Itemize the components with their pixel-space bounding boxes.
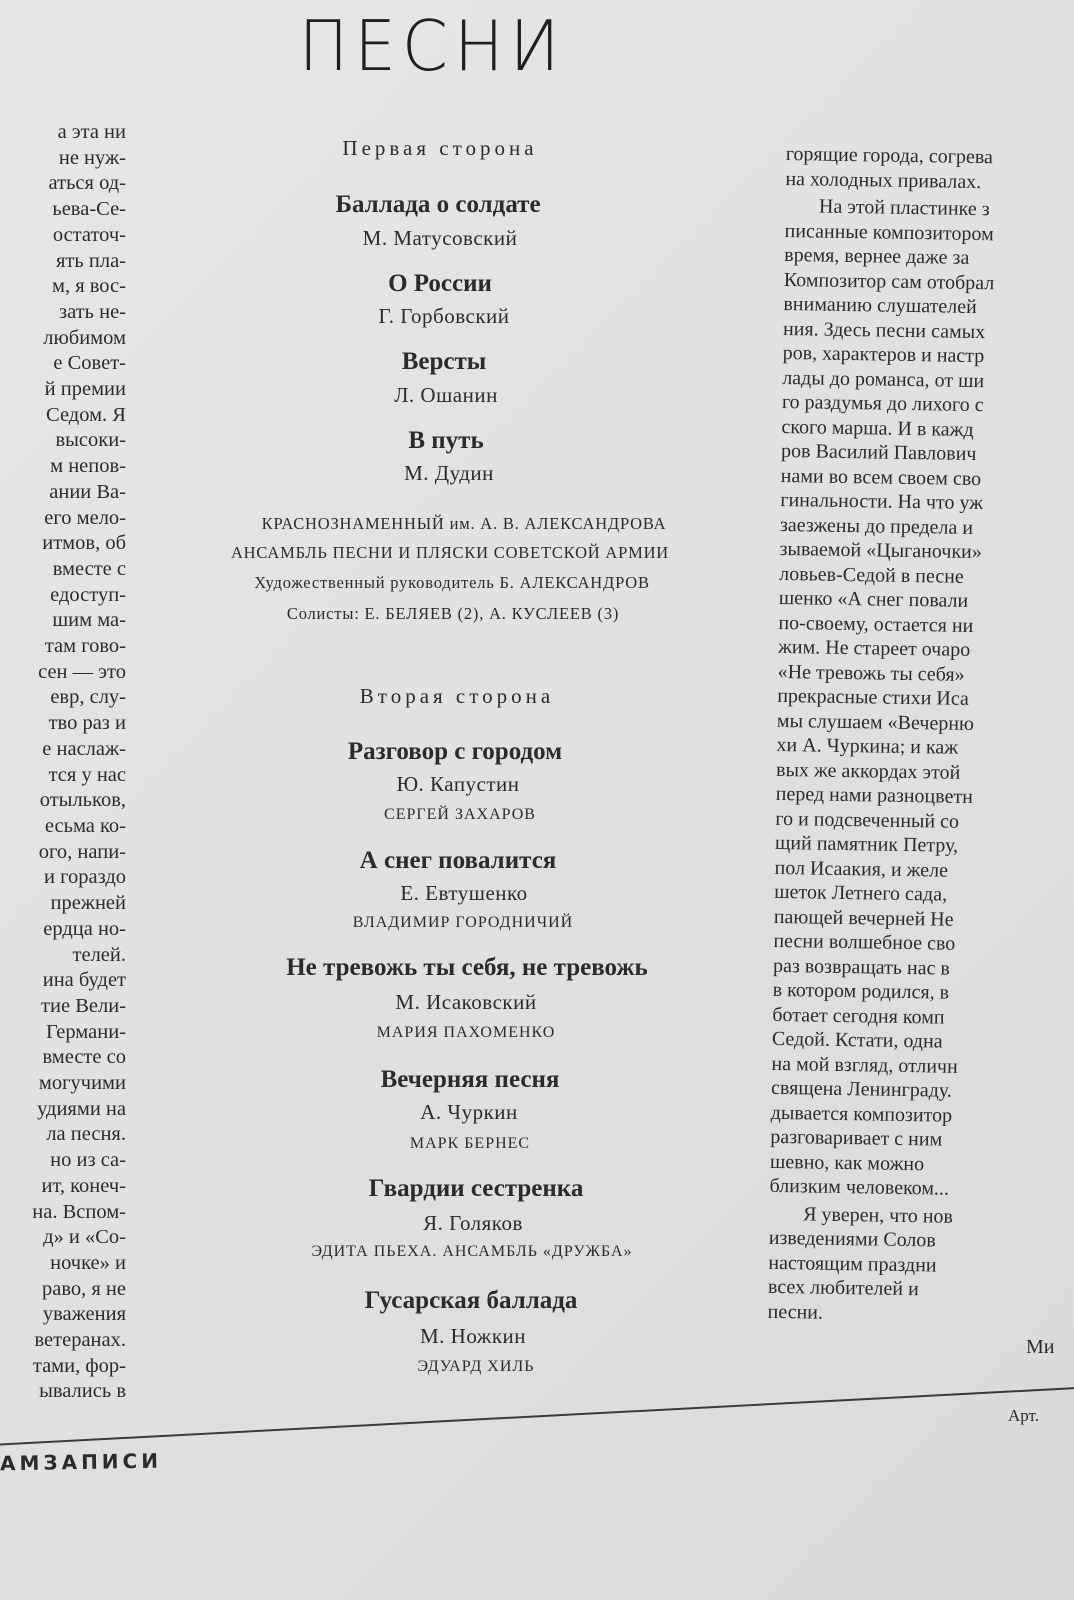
song-singer: ЭДУАРД ХИЛЬ: [417, 1358, 535, 1375]
text-line: [0, 1328, 126, 1354]
text-line: [0, 274, 126, 300]
text-line: [0, 1225, 126, 1251]
text-line: настоящим праздни: [768, 1251, 937, 1277]
text-line: [0, 1379, 126, 1405]
text-line: [0, 1302, 126, 1328]
song-author: М. Ножкин: [419, 1324, 527, 1348]
text-line-content: шим ма-: [52, 609, 126, 632]
song-author: М. Матусовский: [362, 226, 518, 250]
text-line: [0, 1020, 126, 1046]
text-line-content: ла песня.: [46, 1123, 126, 1146]
text-line: [0, 711, 126, 737]
text-line: нами во всем своем сво: [780, 464, 982, 490]
text-line: [0, 223, 126, 249]
text-line: [0, 249, 126, 275]
text-line: [0, 403, 126, 429]
text-line: го и подсвеченный со: [775, 807, 960, 833]
ensemble-line: КРАСНОЗНАМЕННЫЙ им. А. В. АЛЕКСАНДРОВА: [261, 514, 667, 533]
footer-label: АМЗАПИСИ: [0, 1448, 163, 1476]
text-line: [0, 146, 126, 172]
text-line: ботает сегодня комп: [772, 1003, 945, 1029]
text-line-content: ьева-Се-: [52, 198, 126, 221]
text-line: [0, 480, 126, 506]
text-line: [0, 300, 126, 326]
text-line: [0, 634, 126, 660]
text-line: хи А. Чуркина; и каж: [776, 733, 959, 759]
song-title: Не тревожь ты себя, не тревожь: [286, 954, 648, 981]
text-line-content: но из са-: [50, 1149, 126, 1172]
text-line: мы слушаем «Вечерню: [776, 709, 975, 735]
side-one-heading: Первая сторона: [342, 136, 538, 160]
text-line-content: прежней: [50, 892, 126, 915]
text-line-content: ого, напи-: [38, 840, 126, 863]
text-line: вых же аккордах этой: [775, 758, 961, 784]
text-line-content: аться од-: [48, 172, 126, 195]
text-line-content: на. Вспом-: [32, 1200, 126, 1223]
paragraph: [767, 1201, 1069, 1328]
text-line: [0, 1148, 126, 1174]
text-line-content: тие Вели-: [41, 994, 126, 1017]
text-line-content: есьма ко-: [44, 814, 126, 837]
text-line: перед нами разноцветн: [775, 782, 974, 809]
text-line: го раздумья до лихого с: [781, 390, 984, 417]
text-line: лады до романса, от ши: [782, 366, 985, 392]
text-line: на мой взгляд, отличн: [771, 1052, 958, 1078]
text-line: гинальности. На что уж: [780, 488, 984, 515]
text-line: [0, 994, 126, 1020]
text-line: время, вернее даже за: [784, 243, 970, 269]
text-line: [0, 943, 126, 969]
text-line-content: уважения: [42, 1303, 126, 1326]
text-line: Я уверен, что нов: [802, 1202, 954, 1228]
text-line: [0, 1174, 126, 1200]
text-line-content: вместе с: [52, 557, 126, 580]
text-line: щий памятник Петру,: [774, 831, 959, 857]
text-line: ловьев-Седой в песне: [779, 562, 964, 588]
text-line: [0, 1122, 126, 1148]
paragraph: [785, 142, 1074, 196]
song-title: Разговор с городом: [347, 738, 563, 765]
text-line: [0, 840, 126, 866]
side-two-heading: Вторая сторона: [359, 684, 555, 708]
text-line-content: а эта ни: [57, 121, 126, 143]
text-line: [0, 326, 126, 352]
text-line-content: м, я вос-: [51, 275, 126, 298]
text-line: заезжены до предела и: [779, 513, 974, 539]
text-line: ров, характеров и настр: [782, 341, 985, 368]
text-line-content: ветеранах.: [34, 1329, 126, 1352]
text-line: зываемой «Цыганочки»: [779, 537, 983, 564]
song-singer: СЕРГЕЙ ЗАХАРОВ: [384, 806, 536, 823]
text-line: шевно, как можно: [769, 1150, 925, 1175]
song-author: Г. Горбовский: [378, 304, 510, 328]
song-title: Гвардии сестренка: [368, 1175, 584, 1202]
text-line-content: тво раз и: [48, 712, 126, 735]
text-line: писанные композитором: [784, 219, 994, 245]
song-title: Вечерняя песня: [380, 1066, 560, 1093]
song-title: Баллада о солдате: [335, 191, 541, 218]
text-line: [0, 120, 126, 146]
text-line: шеток Летнего сада,: [774, 880, 948, 906]
text-line-content: евр, слу-: [50, 686, 126, 709]
text-line: всех любителей и: [767, 1275, 919, 1301]
text-line: разговаривает с ним: [770, 1125, 943, 1151]
text-line-content: остаточ-: [52, 223, 126, 246]
text-line: по-своему, остается ни: [778, 611, 974, 637]
song-author: М. Дудин: [404, 461, 494, 485]
text-line: раз возвращать нас в: [772, 954, 951, 980]
text-line: [0, 197, 126, 223]
text-line-content: ывались в: [39, 1380, 126, 1403]
song-author: А. Чуркин: [420, 1100, 518, 1124]
song-singer: МАРИЯ ПАХОМЕНКО: [376, 1024, 556, 1041]
text-line-content: ина будет: [42, 969, 126, 992]
text-line-content: любимом: [43, 326, 126, 349]
text-line: [0, 763, 126, 789]
text-line: [0, 968, 126, 994]
song-author: Л. Ошанин: [394, 383, 498, 407]
text-line-content: Седом. Я: [46, 403, 126, 426]
text-line-content: вместе со: [42, 1046, 126, 1069]
text-line: [0, 1071, 126, 1097]
text-line-content: раво, я не: [41, 1277, 126, 1300]
text-line: пающей вечерней Не: [773, 905, 954, 931]
text-line: [0, 608, 126, 634]
text-line: [0, 377, 126, 403]
song-author: Ю. Капустин: [396, 772, 520, 796]
text-line: [0, 1251, 126, 1277]
song-author: М. Исаковский: [395, 990, 537, 1014]
ensemble-line: Художественный руководитель Б. АЛЕКСАНДРОВ: [254, 573, 650, 592]
text-line: [0, 891, 126, 917]
text-line: шенко «А снег повали: [778, 586, 969, 612]
song-singer: ЭДИТА ПЬЕХА. АНСАМБЛЬ «ДРУЖБА»: [311, 1243, 633, 1260]
song-singer: МАРК БЕРНЕС: [409, 1135, 531, 1152]
text-line-content: ердца но-: [43, 917, 126, 940]
text-line-content: высоки-: [55, 429, 126, 452]
text-line-content: е Совет-: [53, 352, 126, 375]
text-line-content: не нуж-: [58, 146, 126, 169]
text-line: близким человеком...: [769, 1174, 950, 1200]
text-line-content: д» и «Со-: [43, 1226, 126, 1249]
text-line: [0, 506, 126, 532]
text-line: [0, 428, 126, 454]
text-line-content: отыльков,: [39, 789, 126, 812]
text-line: [0, 865, 126, 891]
song-title: А снег повалится: [359, 847, 557, 874]
text-line: Седой. Кстати, одна: [771, 1027, 943, 1053]
text-line-content: Германи-: [45, 1020, 126, 1043]
text-line: [0, 814, 126, 840]
text-line: пол Исаакия, и желе: [774, 856, 949, 882]
text-line: [0, 788, 126, 814]
text-line: на холодных привалах.: [785, 167, 982, 193]
ensemble-line: АНСАМБЛЬ ПЕСНИ И ПЛЯСКИ СОВЕТСКОЙ АРМИИ: [230, 543, 670, 562]
song-title: В путь: [408, 427, 484, 454]
text-line: [0, 171, 126, 197]
song-title: О России: [388, 270, 492, 297]
song-author: Я. Голяков: [423, 1211, 523, 1235]
text-line: [0, 1354, 126, 1380]
text-line-content: ночке» и: [50, 1251, 126, 1274]
text-line: священа Ленинграду.: [770, 1076, 953, 1102]
text-line-content: там гово-: [44, 635, 126, 658]
ensemble-line: Солисты: Е. БЕЛЯЕВ (2), А. КУСЛЕЕВ (3): [286, 604, 620, 623]
text-line: [0, 1277, 126, 1303]
right-text-column: [767, 142, 1074, 1329]
text-line: вниманию слушателей: [783, 292, 977, 319]
text-line: [0, 1045, 126, 1071]
text-line-content: удиями на: [37, 1097, 126, 1120]
text-line: [0, 660, 126, 686]
bottom-rule: [0, 1386, 1074, 1446]
text-line-content: и гораздо: [44, 866, 126, 889]
text-line-content: телей.: [72, 943, 126, 966]
text-line-content: ит, конеч-: [41, 1174, 126, 1197]
text-line-content: м непов-: [50, 455, 126, 478]
text-line-content: ании Ва-: [49, 480, 126, 503]
text-line: песни.: [767, 1300, 824, 1324]
text-line: [0, 1200, 126, 1226]
text-line-content: тся у нас: [48, 763, 126, 786]
text-line: песни волшебное сво: [773, 929, 956, 955]
text-line: ния. Здесь песни самых: [782, 317, 986, 343]
text-line: [0, 531, 126, 557]
text-line-content: е наслаж-: [42, 737, 126, 760]
song-author: Е. Евтушенко: [400, 881, 528, 905]
paragraph: [769, 194, 1074, 1203]
text-line: [0, 1097, 126, 1123]
text-line: ского марша. И в кажд: [781, 415, 974, 441]
song-singer: ВЛАДИМИР ГОРОДНИЧИЙ: [352, 914, 574, 931]
text-line-content: едоступ-: [50, 583, 126, 606]
text-line: [0, 351, 126, 377]
text-line: «Не тревожь ты себя»: [777, 660, 965, 686]
text-line-content: зать не-: [59, 300, 126, 323]
text-line-content: сен — это: [38, 660, 126, 683]
left-text-column: [0, 120, 126, 1405]
text-line: На этой пластинке з: [818, 195, 990, 221]
text-line: [0, 737, 126, 763]
song-title: Версты: [401, 348, 487, 375]
signature: Ми: [1026, 1336, 1055, 1358]
text-line: [0, 454, 126, 480]
text-line: изведениями Солов: [768, 1226, 936, 1252]
text-line-content: могучими: [38, 1072, 126, 1095]
text-line: [0, 583, 126, 609]
text-line: Композитор сам отобрал: [783, 268, 995, 294]
text-line: дывается композитор: [770, 1101, 953, 1127]
article-label: Арт.: [1008, 1406, 1039, 1425]
song-title: Гусарская баллада: [364, 1287, 578, 1314]
text-line: [0, 557, 126, 583]
text-line: прекрасные стихи Иса: [777, 684, 969, 710]
text-line: горящие города, согрева: [785, 142, 994, 169]
text-line: [0, 685, 126, 711]
text-line: [0, 917, 126, 943]
text-line: в котором родился, в: [772, 978, 950, 1004]
text-line: жим. Не стареет очаро: [777, 635, 971, 661]
text-line-content: его мело-: [44, 506, 126, 529]
text-line-content: ять пла-: [56, 249, 126, 272]
text-line-content: тами, фор-: [32, 1354, 126, 1377]
page-title: ПЕСНИ: [298, 6, 566, 87]
text-line-content: итмов, об: [42, 532, 126, 555]
text-line-content: й премии: [44, 378, 126, 401]
text-line: ров Василий Павлович: [780, 439, 977, 466]
